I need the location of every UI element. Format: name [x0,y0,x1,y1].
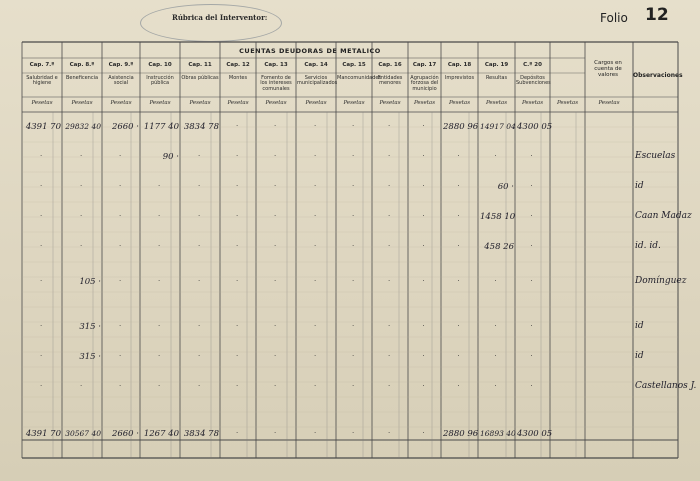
observation-note: id [635,321,644,331]
observation-note: id [635,351,644,361]
column-cap-label: Cap. 8.º [69,62,95,68]
ledger-cell: 4391 70 [25,122,61,132]
ledger-cell: · [119,352,122,360]
ledger-cell: · [388,182,391,190]
ledger-cell: · [274,277,277,285]
ledger-cell: · [314,382,317,390]
ledger-cell: · [352,212,355,220]
ledger-cell: 30567 40 [65,429,101,438]
ledger-cell: · [422,122,425,130]
ledger-cell: · [314,152,317,160]
ledger-cell: 16893 40 [480,429,516,438]
observation-note: Caan Madaz [635,211,692,221]
column-cap-label: Cap. 13 [264,62,288,68]
ledger-cell: 4300 05 [517,429,553,439]
ledger-cell: · [158,277,161,285]
ledger-cell: · [158,322,161,330]
ledger-cell: · [494,382,497,390]
ledger-cell: · [494,277,497,285]
unit-label: Pesetas [189,100,211,106]
unit-label: Pesetas [227,100,249,106]
ledger-cell: 458 26 [484,242,514,252]
ledger-cell: · [274,382,277,390]
ledger-cell: · [388,352,391,360]
ledger-cell: · [198,322,201,330]
ledger-cell: · [352,429,355,437]
ledger-cell: · [198,382,201,390]
ledger-cell: · [352,322,355,330]
ledger-cell: · [352,182,355,190]
ledger-cell: 2880 96 [443,122,479,132]
ledger-cell: · [388,277,391,285]
ledger-cell: · [457,152,460,160]
ledger-cell: · [422,242,425,250]
ledger-cell: · [80,382,83,390]
unit-label: Pesetas [413,100,436,106]
ledger-cell: · [314,182,317,190]
unit-label: Pesetas [305,100,327,106]
column-description: Salubridad e higiene [26,75,58,87]
ledger-cell: · [119,242,122,250]
unit-label: Pesetas [379,100,401,106]
ledger-cell: · [457,182,460,190]
ledger-cell: · [352,122,355,130]
ledger-cell: · [314,429,317,437]
unit-label: Pesetas [71,100,93,106]
ledger-cell: · [314,122,317,130]
ledger-cell: · [158,352,161,360]
unit-label: Pesetas [521,100,544,106]
ledger-cell: 4391 70 [25,429,61,439]
ledger-cell: · [236,152,239,160]
ledger-cell: · [158,212,161,220]
ledger-cell: · [236,242,239,250]
ledger-cell: · [119,277,122,285]
ledger-cell: · [530,277,533,285]
unit-label: Pesetas [110,100,132,106]
column-cap-label: Cap. 9.º [108,62,134,68]
ledger-cell: · [388,322,391,330]
ledger-cell: · [119,152,122,160]
ledger-cell: · [198,242,201,250]
ledger-cell: · [80,212,83,220]
ledger-cell: · [236,182,239,190]
ledger-cell: · [422,152,425,160]
ledger-cell: · [388,122,391,130]
ledger-cell: · [198,152,201,160]
ledger-cell: · [314,212,317,220]
ledger-cell: 14917 04 [480,122,516,131]
ledger-cell: · [236,429,239,437]
column-description: Obras públicas [181,75,219,81]
folio-number: 12 [645,5,669,25]
ledger-cell: · [198,352,201,360]
ledger-cell: · [236,352,239,360]
ledger-cell: · [80,242,83,250]
ledger-cell: · [119,212,122,220]
ledger-cell: · [422,277,425,285]
column-cap-label: Cap. 15 [342,62,366,68]
unit-label: Pesetas [343,100,365,106]
column-description: Beneficencia [65,75,99,81]
ledger-cell: · [494,152,497,160]
column-cap-label: C.º 20 [523,62,542,68]
ledger-cell: · [274,182,277,190]
ledger-cell: · [530,152,533,160]
ledger-cell: · [422,182,425,190]
ledger-cell: 2880 96 [443,429,479,439]
column-description: Asistencia social [108,75,134,87]
ledger-cell: 2660 · [111,122,139,132]
column-description: Montes [228,75,248,81]
ledger-cell: · [274,242,277,250]
unit-label: Pesetas [265,100,287,106]
ledger-cell: · [80,182,83,190]
ledger-cell: · [388,242,391,250]
ledger-cell: · [494,322,497,330]
ledger-cell: · [494,352,497,360]
ledger-cell: · [388,152,391,160]
section-banner: CUENTAS DEUDORAS DE METALICO [239,47,381,55]
cargos-header: Cargos en cuenta de valores [594,60,622,79]
ledger-cell: · [40,382,43,390]
ledger-cell: · [274,429,277,437]
ledger-cell: 90 · [162,152,179,162]
ledger-cell: · [422,322,425,330]
ledger-cell: 315 · [79,352,101,362]
ledger-cell: · [158,382,161,390]
unit-label: Pesetas [31,100,53,106]
observation-note: id. id. [635,241,661,251]
column-cap-label: Cap. 17 [412,62,437,68]
unit-label: Pesetas [556,100,579,106]
ledger-cell: · [314,277,317,285]
ledger-cell: · [40,322,43,330]
observaciones-header: Observaciones [633,72,683,79]
unit-label: Pesetas [598,100,620,106]
observation-note: Castellanos J. [635,381,697,391]
ledger-cell: 315 · [79,322,101,332]
ledger-cell: · [352,277,355,285]
ledger-cell: 3834 78 [183,429,219,439]
ledger-cell: · [119,322,122,330]
ledger-cell: 105 · [79,277,101,287]
ledger-cell: · [457,322,460,330]
ledger-cell: · [236,122,239,130]
ledger-cell: · [457,277,460,285]
ledger-cell: · [422,382,425,390]
column-description: Depósitos Subvenciones [516,75,551,87]
ledger-cell: · [530,352,533,360]
ledger-cell: · [119,382,122,390]
column-cap-label: Cap. 12 [226,62,250,68]
unit-label: Pesetas [448,100,471,106]
ledger-cell: · [158,182,161,190]
ledger-cell: · [530,242,533,250]
column-description: Entidades menores [377,75,403,87]
ledger-cell: · [352,152,355,160]
ledger-cell: · [119,182,122,190]
ledger-cell: · [388,212,391,220]
ledger-cell: · [530,182,533,190]
column-cap-label: Cap. 10 [148,62,172,68]
column-description: Mancomunidades [337,75,382,81]
column-cap-label: Cap. 18 [447,62,472,68]
ledger-cell: 60 · [497,182,514,192]
ledger-cell: · [40,352,43,360]
ledger-cell: · [352,352,355,360]
ledger-cell: · [274,352,277,360]
ledger-cell: · [457,382,460,390]
ledger-cell: · [352,382,355,390]
ledger-cell: · [388,382,391,390]
ledger-cell: · [40,242,43,250]
ledger-cell: · [40,152,43,160]
column-description: Instrucción pública [146,75,174,87]
ledger-cell: · [352,242,355,250]
column-cap-label: Cap. 19 [484,62,509,68]
ledger-cell: · [198,182,201,190]
ledger-cell: · [158,242,161,250]
column-description: Fomento de los intereses comunales [260,75,292,92]
ledger-cell: · [457,242,460,250]
ledger-cell: · [198,212,201,220]
ledger-cell: · [236,382,239,390]
column-cap-label: Cap. 7.º [29,62,55,68]
ledger-cell: · [457,212,460,220]
ledger-cell: 29832 40 [65,122,101,131]
column-cap-label: Cap. 16 [378,62,402,68]
ledger-cell: · [530,382,533,390]
ledger-cell: · [198,277,201,285]
ledger-cell: · [314,242,317,250]
unit-label: Pesetas [485,100,508,106]
column-cap-label: Cap. 11 [188,62,212,68]
ledger-cell: · [40,277,43,285]
ledger-cell: · [388,429,391,437]
ledger-cell: · [422,212,425,220]
folio-label: Folio [600,11,628,25]
ledger-cell: · [422,429,425,437]
ledger-cell: 1458 10 [480,212,516,222]
ledger-cell: 4300 05 [517,122,553,132]
ledger-cell: · [274,212,277,220]
ledger-cell: · [274,152,277,160]
ledger-cell: · [40,212,43,220]
ledger-cell: 2660 · [111,429,139,439]
column-description: Imprevistos [444,75,475,81]
observation-note: Domínguez [635,276,687,286]
ledger-cell: · [422,352,425,360]
ledger-cell: · [236,277,239,285]
ledger-cell: · [40,182,43,190]
ledger-cell: · [314,322,317,330]
rubrica-label: Rúbrica del Interventor: [172,13,268,22]
ledger-cell: · [236,212,239,220]
ledger-cell: 1177 40 [143,122,179,132]
ledger-cell: · [274,122,277,130]
observation-note: Escuelas [635,151,676,161]
unit-label: Pesetas [149,100,171,106]
observation-note: id [635,181,644,191]
column-description: Resultas [485,75,508,81]
ledger-cell: · [457,352,460,360]
column-description: Servicios municipalizados [297,75,338,87]
ledger-cell: · [80,152,83,160]
ledger-cell: · [530,322,533,330]
column-cap-label: Cap. 14 [304,62,328,68]
ledger-cell: 3834 78 [183,122,219,132]
ledger-cell: · [314,352,317,360]
ledger-cell: · [274,322,277,330]
ledger-cell: · [530,212,533,220]
ledger-cell: 1267 40 [143,429,179,439]
column-description: Agrupación forzosa del municipio [410,75,439,92]
ledger-cell: · [236,322,239,330]
